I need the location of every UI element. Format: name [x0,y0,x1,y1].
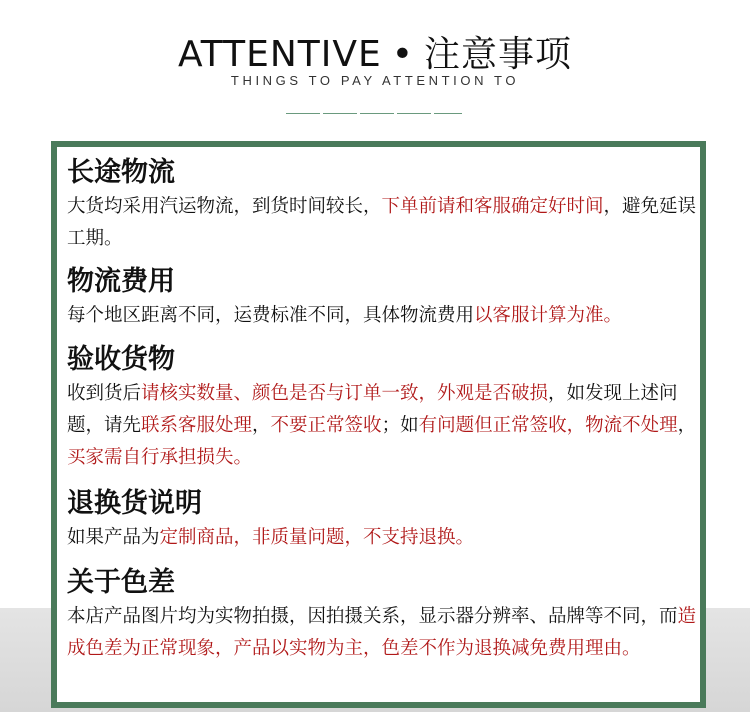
section-return-exchange [67,486,697,554]
highlighted-text: 联系客服处理 [141,415,253,436]
section-title: 物流费用 [67,266,175,297]
body-text: 每个地区距离不同，运费标准不同，具体物流费用 [67,305,475,326]
section-body [67,378,697,474]
page-subtitle: THINGS TO PAY ATTENTION TO [230,73,520,88]
highlighted-text: 定制商品，非质量问题，不支持退换。 [159,527,475,548]
highlighted-text: 请核实数量、颜色是否与订单一致，外观是否破损 [141,383,549,404]
highlighted-text: 造成色差为正常现象，产品以实物为主，色差不作为退换减免费用理由。 [67,606,697,659]
highlighted-text: 不要正常签收 [270,415,382,436]
title-separator-dot: • [391,34,415,75]
section-body [67,300,697,332]
body-text: 大货均采用汽运物流，到货时间较长， [67,196,382,217]
title-english: ATTENTIVE [177,34,382,75]
body-text: ，避免延误工期。 [67,196,697,249]
body-text: 收到货后 [67,383,142,404]
header-divider [286,113,462,114]
section-long-distance-logistics [67,155,697,255]
section-title: 验收货物 [67,344,175,375]
section-body [67,522,697,554]
highlighted-text: 买家需自行承担损失。 [67,447,253,468]
body-text: ，如发现上述问题，请先 [67,383,678,436]
notice-card [51,141,706,708]
section-title: 关于色差 [67,567,175,598]
section-title: 退换货说明 [67,488,202,519]
page-title [0,26,750,77]
title-chinese: 注意事项 [424,34,573,75]
section-body [67,601,697,665]
body-text: ， [677,415,697,436]
section-color-difference [67,565,697,665]
body-text: 本店产品图片均为实物拍摄，因拍摄关系，显示器分辨率、品牌等不同，而 [67,606,678,627]
highlighted-text: 有问题但正常签收，物流不处理 [418,415,678,436]
body-text: ， [252,415,271,436]
section-title: 长途物流 [67,157,175,188]
section-logistics-fee [67,264,697,332]
body-text: 如果产品为 [67,527,160,548]
body-text: ；如 [381,415,419,436]
section-goods-inspection [67,342,697,474]
section-body [67,191,697,255]
highlighted-text: 下单前请和客服确定好时间 [381,196,604,217]
highlighted-text: 以客服计算为准。 [474,305,623,326]
